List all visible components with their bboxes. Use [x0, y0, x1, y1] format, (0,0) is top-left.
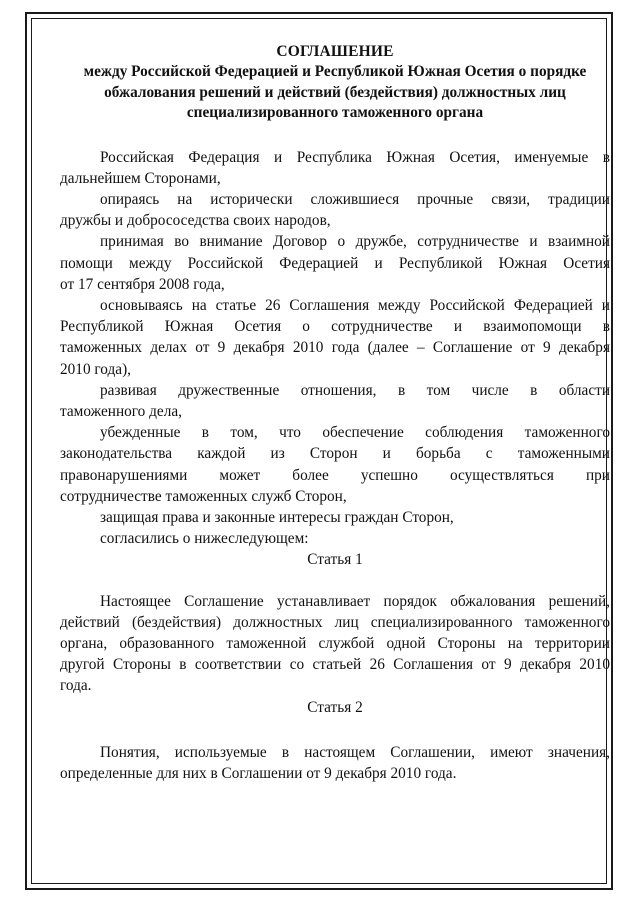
- text-line: определенные для них в Соглашении от 9 декабря 2010 года.: [60, 764, 457, 782]
- preamble-paragraph: [60, 147, 610, 189]
- text-line: правонарушениями может более успешно осуществляться при: [60, 466, 610, 484]
- text-line: 2010 года),: [60, 360, 132, 378]
- article-1-body: [60, 591, 610, 697]
- preamble-paragraph: [60, 528, 610, 549]
- text-line: согласились о нижеследующем:: [100, 530, 309, 548]
- subtitle-line: специализированного таможенного органа: [186, 104, 484, 121]
- document-body: [60, 42, 610, 784]
- text-line: года.: [60, 677, 92, 695]
- text-line: дальнейшем Сторонами,: [60, 169, 221, 187]
- preamble-paragraph: [60, 380, 610, 422]
- text-line: опираясь на исторически сложившиеся прочные связи, традиции: [100, 190, 610, 208]
- text-line: сотрудничестве таможенных служб Сторон,: [60, 487, 347, 505]
- preamble-paragraph: [60, 231, 610, 295]
- text-line: Настоящее Соглашение устанавливает порядок обжалования решений,: [100, 592, 610, 610]
- text-line: Понятия, используемые в настоящем Соглашении, имеют значения,: [100, 743, 610, 761]
- text-line: таможенного дела,: [60, 402, 182, 420]
- article-2-heading: Статья 2: [307, 698, 363, 716]
- text-line: законодательства каждой из Сторон и борьба с таможенными: [60, 445, 610, 463]
- article-1-heading: Статья 1: [307, 551, 363, 569]
- text-line: помощи между Российской Федерацией и Республикой Южная Осетия: [60, 254, 610, 272]
- text-line: дружбы и добрососедства своих народов,: [60, 212, 331, 230]
- document-title: СОГЛАШЕНИЕ: [276, 43, 394, 60]
- preamble-paragraph: [60, 295, 610, 380]
- text-line: защищая права и законные интересы граждан Сторон,: [100, 508, 454, 526]
- text-line: Республикой Южная Осетия о сотрудничестве и взаимопомощи в: [60, 318, 610, 336]
- preamble: [60, 147, 610, 550]
- text-line: от 17 сентября 2008 года,: [60, 275, 225, 293]
- subtitle-line: обжалования решений и действий (бездействия) должностных лиц: [104, 83, 566, 101]
- preamble-paragraph: [60, 422, 610, 507]
- text-line: основываясь на статье 26 Соглашения между Российской Федерацией и: [100, 296, 610, 314]
- preamble-paragraph: [60, 189, 610, 231]
- subtitle-line: между Российской Федерацией и Республикой Южная Осетия о порядке: [83, 63, 587, 80]
- text-line: принимая во внимание Договор о дружбе, сотрудничестве и взаимной: [100, 233, 610, 251]
- article-2-body: [60, 742, 610, 784]
- document-subtitle: [60, 62, 610, 124]
- text-line: другой Стороны в соответствии со статьей 26 Соглашения от 9 декабря 2010: [60, 656, 610, 674]
- text-line: таможенных делах от 9 декабря 2010 года (далее – Соглашение от 9 декабря: [60, 339, 610, 357]
- text-line: органа, образованного таможенной службой одной Стороны на территории: [60, 634, 610, 652]
- text-line: действий (бездействия) должностных лиц специализированного таможенного: [60, 613, 610, 631]
- text-line: Российская Федерация и Республика Южная Осетия, именуемые в: [100, 148, 610, 166]
- text-line: развивая дружественные отношения, в том числе в области: [100, 381, 610, 399]
- preamble-paragraph: [60, 507, 610, 528]
- text-line: убежденные в том, что обеспечение соблюдения таможенного: [100, 424, 610, 442]
